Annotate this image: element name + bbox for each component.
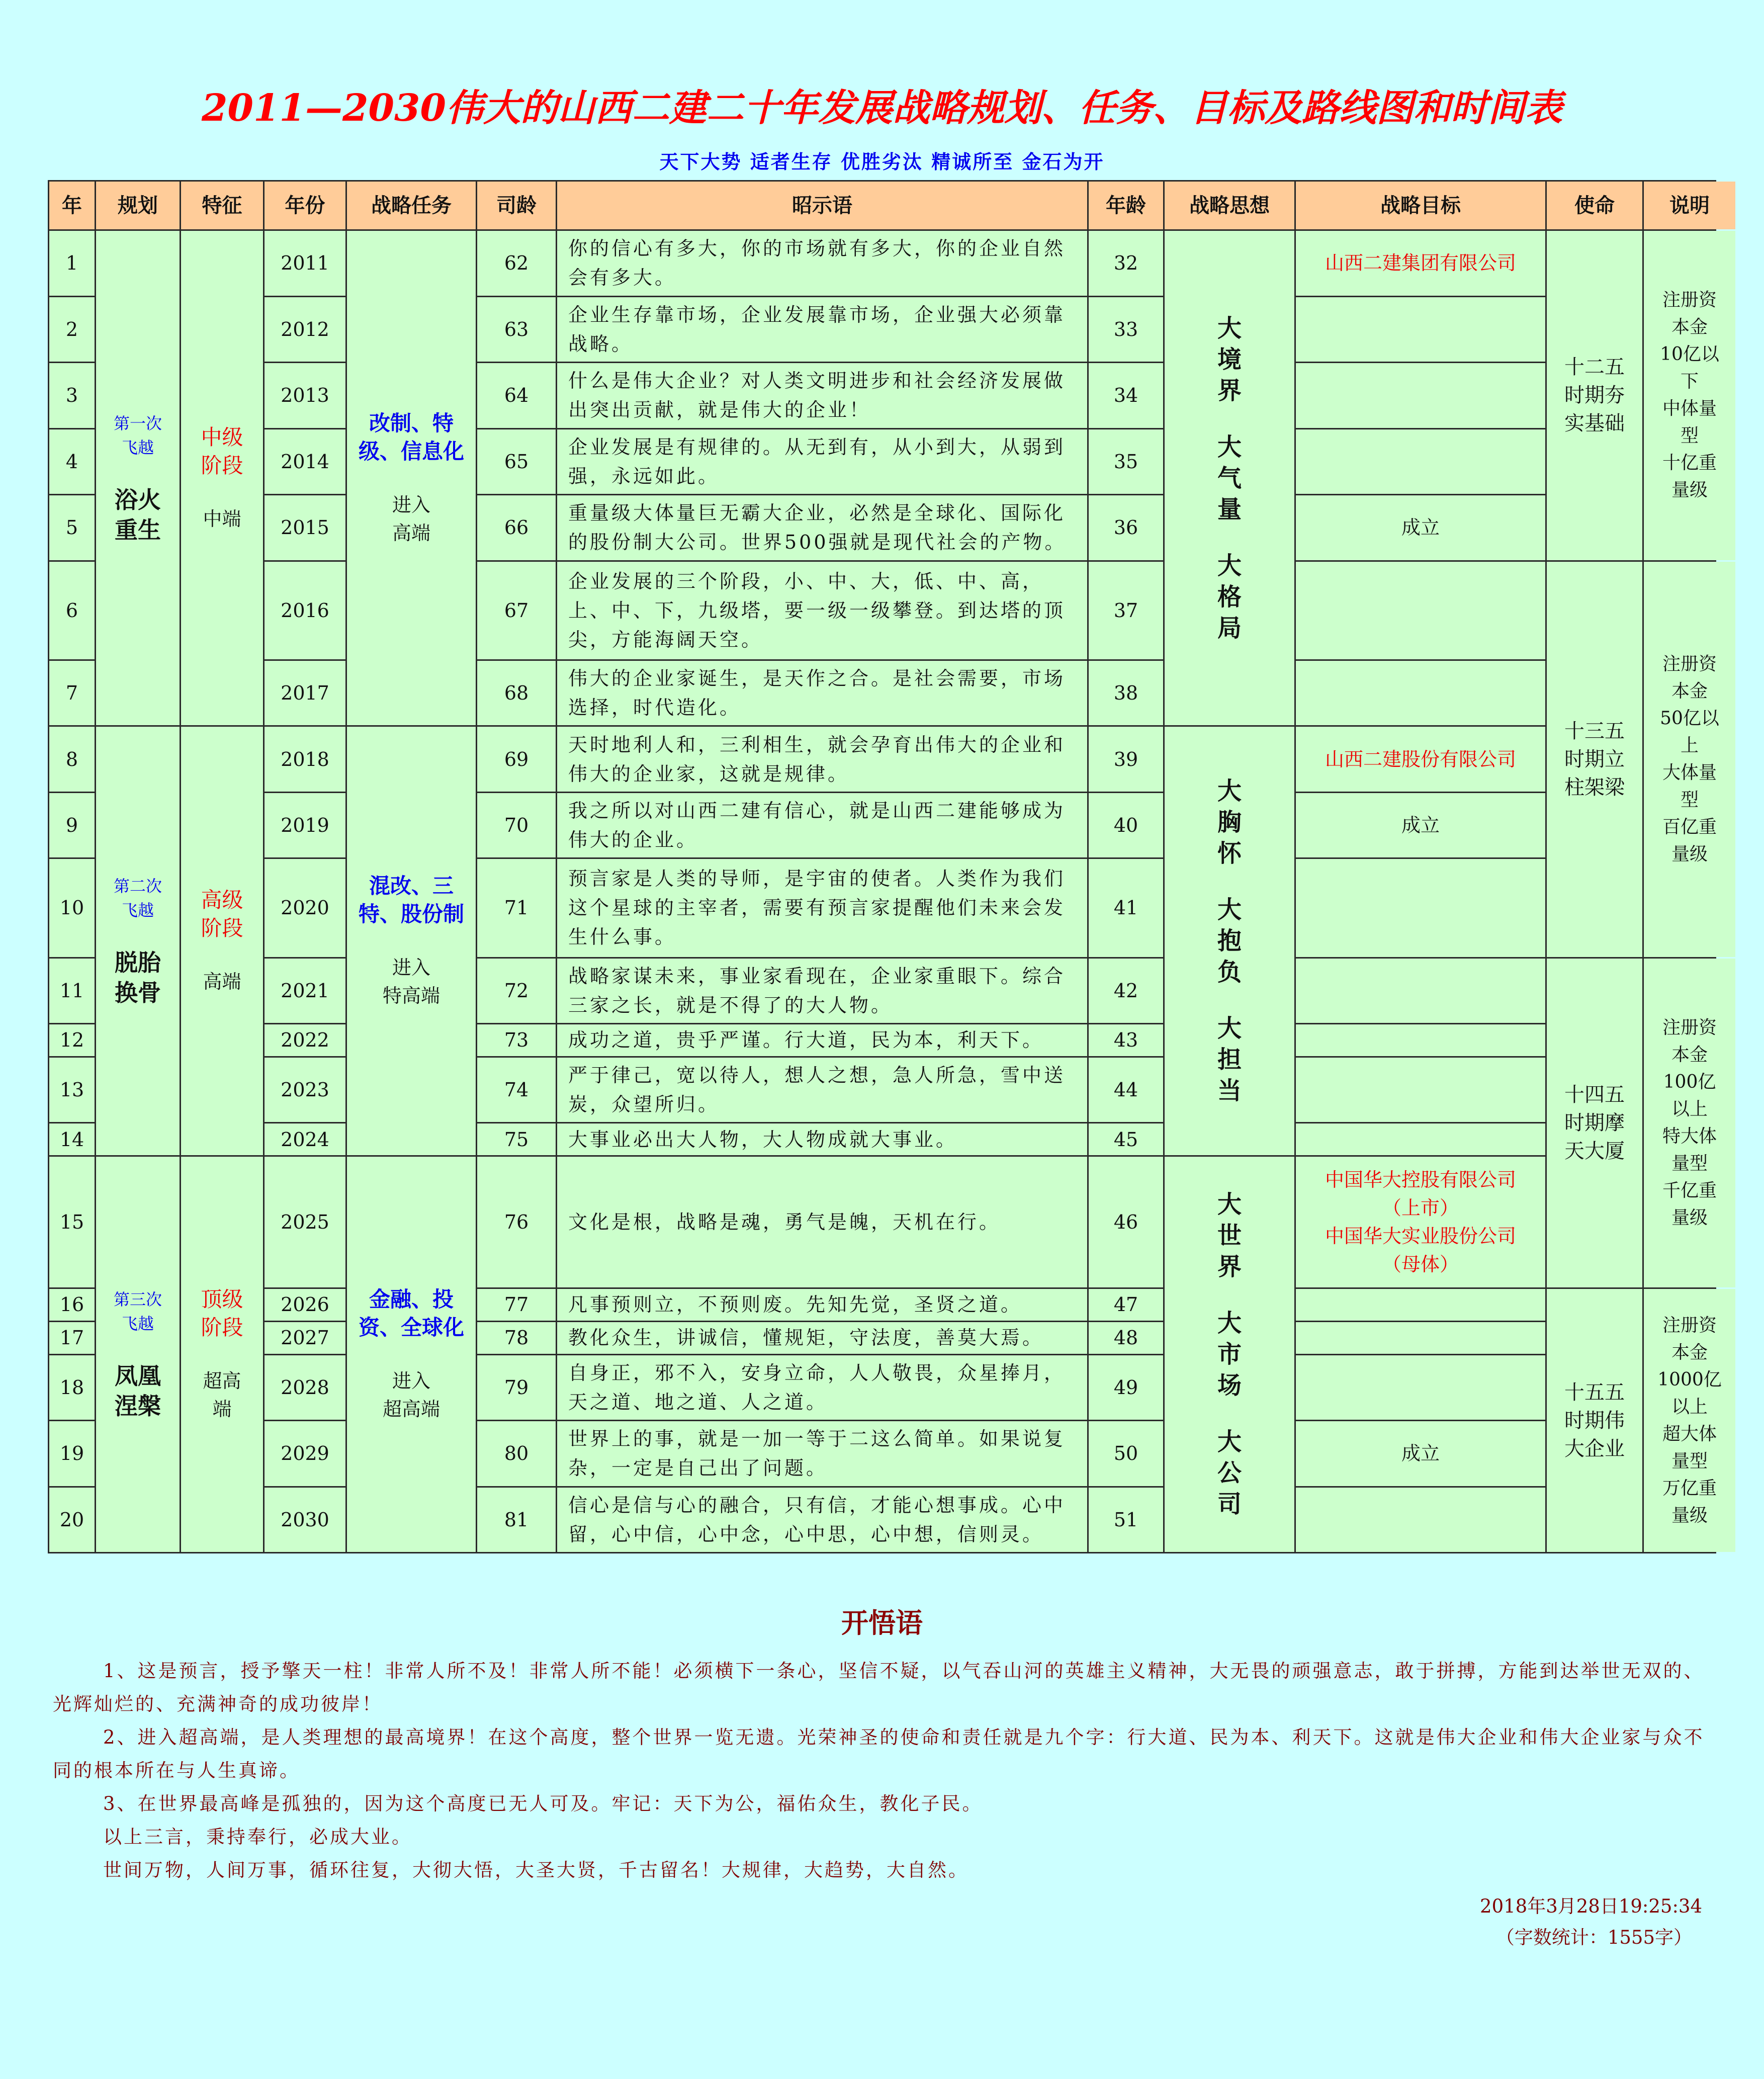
strategic-goal-cell — [1296, 562, 1545, 659]
company-age-cell: 66 — [477, 495, 556, 560]
row-number: 16 — [49, 1289, 95, 1321]
thought-phrase: 大格局 — [1217, 551, 1242, 642]
epilogue-body — [53, 1655, 1707, 1953]
note-cell-line: 大体量 — [1662, 762, 1717, 783]
note-cell-line: 上 — [1680, 735, 1699, 756]
column-header: 年份 — [264, 182, 345, 229]
age-cell: 40 — [1089, 793, 1163, 858]
year-cell: 2025 — [264, 1157, 345, 1287]
age-cell: 47 — [1089, 1289, 1163, 1321]
plan-cell — [96, 231, 180, 725]
task-label-line: 金融、投 — [369, 1287, 454, 1312]
mission-cell-line: 实基础 — [1564, 412, 1625, 436]
strategic-goal-cell-line: 成立 — [1401, 516, 1440, 539]
strategy-table — [48, 180, 1722, 1553]
mission-cell-line: 柱架梁 — [1564, 775, 1625, 799]
mission-cell — [1547, 231, 1642, 560]
plan-name-line: 涅槃 — [115, 1393, 161, 1420]
year-cell: 2012 — [264, 297, 345, 362]
thought-phrase: 大抱负 — [1217, 896, 1242, 987]
row-number: 6 — [49, 562, 95, 659]
task-goal-line: 特高端 — [382, 985, 440, 1007]
note-cell — [1644, 1289, 1735, 1552]
note-cell-line: 型 — [1680, 789, 1699, 810]
note-cell-line: 本金 — [1671, 1044, 1708, 1065]
age-cell: 43 — [1089, 1024, 1163, 1056]
age-cell: 36 — [1089, 495, 1163, 560]
motto-cell: 战略家谋未来，事业家看现在，企业家重眼下。综合三家之长，就是不得了的大人物。 — [557, 959, 1087, 1023]
task-goal-line: 进入 — [392, 957, 430, 979]
level-label — [203, 968, 241, 996]
note-cell-line: 100亿 — [1663, 1071, 1716, 1092]
plan-name — [115, 947, 161, 1008]
age-cell: 41 — [1089, 859, 1163, 957]
motto-cell: 企业发展是有规律的。从无到有，从小到大，从弱到强，永远如此。 — [557, 429, 1087, 494]
age-cell: 35 — [1089, 429, 1163, 494]
strategic-goal-cell — [1296, 1024, 1545, 1056]
year-cell: 2024 — [264, 1123, 345, 1155]
motto-cell: 信心是信与心的融合，只有信，才能心想事成。心中留，心中信，心中念，心中思，心中想，信则灵。 — [557, 1488, 1087, 1552]
mission-cell-line: 十四五 — [1564, 1083, 1625, 1106]
age-cell: 46 — [1089, 1157, 1163, 1287]
strategic-goal-cell — [1296, 1058, 1545, 1122]
note-cell-line: 量级 — [1671, 1505, 1708, 1526]
plan-label-line: 第二次 — [113, 877, 162, 896]
row-number: 4 — [49, 429, 95, 494]
note-cell-line: 注册资 — [1662, 290, 1717, 311]
company-age-cell: 71 — [477, 859, 556, 957]
strategic-goal-cell-line: （上市） — [1382, 1197, 1459, 1219]
motto-cell: 成功之道，贵乎严谨。行大道，民为本，利天下。 — [557, 1024, 1087, 1056]
age-cell: 48 — [1089, 1322, 1163, 1354]
plan-label-line: 飞越 — [121, 438, 154, 457]
row-number: 11 — [49, 959, 95, 1023]
stage-label-line: 顶级 — [201, 1287, 243, 1312]
company-age-cell: 70 — [477, 793, 556, 858]
stage-label — [201, 423, 243, 480]
motto-cell: 企业发展的三个阶段，小、中、大，低、中、高，上、中、下，九级塔，要一级一级攀登。到达塔的顶尖，方能海阔天空。 — [557, 562, 1087, 659]
level-label-line: 中端 — [203, 507, 241, 530]
age-cell: 51 — [1089, 1488, 1163, 1552]
epilogue-paragraph: 以上三言，秉持奉行，必成大业。 — [103, 1826, 412, 1848]
thought-phrase: 大境界 — [1217, 314, 1242, 405]
row-number: 7 — [49, 661, 95, 726]
plan-label-line: 第一次 — [113, 413, 162, 433]
level-label-line: 超高 — [203, 1370, 241, 1392]
mission-cell-line: 时期夯 — [1564, 384, 1625, 407]
motto-cell: 企业生存靠市场，企业发展靠市场，企业强大必须靠战略。 — [557, 297, 1087, 362]
note-cell-line: 量级 — [1671, 480, 1708, 501]
year-cell: 2026 — [264, 1289, 345, 1321]
year-cell: 2018 — [264, 727, 345, 792]
row-number: 18 — [49, 1355, 95, 1420]
plan-name-line: 重生 — [115, 516, 161, 544]
note-cell — [1644, 959, 1735, 1288]
note-cell — [1644, 231, 1735, 560]
row-number: 19 — [49, 1421, 95, 1486]
mission-cell-line: 时期立 — [1564, 747, 1625, 771]
company-age-cell: 76 — [477, 1157, 556, 1287]
company-age-cell: 64 — [477, 363, 556, 428]
note-cell-line: 超大体 — [1662, 1423, 1717, 1444]
mission-cell-line: 十二五 — [1564, 356, 1625, 379]
level-label-line: 端 — [212, 1398, 232, 1420]
strategic-goal-cell — [1296, 1123, 1545, 1155]
strategic-goal-cell — [1296, 661, 1545, 726]
motto-cell: 大事业必出大人物，大人物成就大事业。 — [557, 1123, 1087, 1155]
note-cell-line: 量级 — [1671, 1207, 1708, 1228]
strategic-goal-cell — [1296, 1322, 1545, 1354]
column-header: 使命 — [1547, 182, 1642, 229]
company-age-cell: 62 — [477, 231, 556, 296]
strategic-goal-cell — [1296, 959, 1545, 1023]
column-header: 战略目标 — [1296, 182, 1545, 229]
note-cell-line: 10亿以 — [1660, 344, 1719, 365]
company-age-cell: 80 — [477, 1421, 556, 1486]
row-number: 5 — [49, 495, 95, 560]
note-cell-line: 1000亿 — [1657, 1369, 1722, 1390]
note-cell-line: 十亿重 — [1662, 453, 1717, 474]
company-age-cell: 74 — [477, 1058, 556, 1122]
thought-phrase: 大市场 — [1217, 1309, 1242, 1400]
level-label — [203, 505, 241, 533]
mission-cell-line: 时期伟 — [1564, 1409, 1625, 1432]
motto-cell: 预言家是人类的导师，是宇宙的使者。人类作为我们这个星球的主宰者，需要有预言家提醒他们未来会发生什么事。 — [557, 859, 1087, 957]
strategic-goal-cell-line: 中国华大实业股份公司 — [1325, 1225, 1516, 1247]
plan-label — [114, 1287, 162, 1336]
note-cell-line: 型 — [1680, 425, 1699, 447]
age-cell: 37 — [1089, 562, 1163, 659]
task-label-line: 特、股份制 — [358, 902, 464, 927]
year-cell: 2020 — [264, 859, 345, 957]
strategic-goal-cell — [1296, 1488, 1545, 1552]
note-cell-line: 本金 — [1671, 680, 1708, 702]
strategic-goal-cell — [1296, 495, 1545, 560]
mission-cell — [1547, 562, 1642, 957]
year-cell: 2028 — [264, 1355, 345, 1420]
task-goal — [392, 491, 430, 547]
column-header: 战略任务 — [347, 182, 476, 229]
note-cell-line: 注册资 — [1662, 1017, 1717, 1038]
level-label — [203, 1367, 241, 1423]
thought-phrase: 大担当 — [1217, 1014, 1242, 1105]
note-cell-line: 百亿重 — [1662, 816, 1717, 837]
plan-label — [114, 874, 162, 922]
task-label-line: 改制、特 — [369, 410, 454, 436]
year-cell: 2022 — [264, 1024, 345, 1056]
stage-label-line: 高级 — [201, 888, 243, 913]
strategic-thought-cell — [1165, 1157, 1294, 1552]
epilogue-paragraph: 世间万物，人间万事，循环往复，大彻大悟，大圣大贤，千古留名！大规律，大趋势，大自然。 — [103, 1859, 969, 1881]
word-count: （字数统计：1555字） — [1495, 1927, 1692, 1948]
motto-cell: 你的信心有多大，你的市场就有多大，你的企业自然会有多大。 — [557, 231, 1087, 296]
mission-cell-line: 十三五 — [1564, 719, 1625, 743]
page-title: 2011—2030伟大的山西二建二十年发展战略规划、任务、目标及路线图和时间表 — [202, 86, 1562, 130]
strategic-thought-cell — [1165, 727, 1294, 1155]
year-cell: 2023 — [264, 1058, 345, 1122]
row-number: 20 — [49, 1488, 95, 1552]
row-number: 12 — [49, 1024, 95, 1056]
task-goal — [383, 954, 440, 1010]
mission-cell — [1547, 959, 1642, 1288]
year-cell: 2021 — [264, 959, 345, 1023]
epilogue-paragraph: 2、进入超高端，是人类理想的最高境界！在这个高度，整个世界一览无遗。光荣神圣的使命和责任就是九个字：行大道、民为本、利天下。这就是伟大企业和伟大企业家与众不同的根本所在与人生真谛。 — [53, 1726, 1705, 1781]
thought-phrase: 大世界 — [1217, 1190, 1242, 1281]
motto-cell: 严于律己，宽以待人，想人之想，急人所急，雪中送炭，众望所归。 — [557, 1058, 1087, 1122]
motto-cell: 凡事预则立，不预则废。先知先觉，圣贤之道。 — [557, 1289, 1087, 1321]
company-age-cell: 68 — [477, 661, 556, 726]
note-cell-line: 本金 — [1671, 317, 1708, 338]
stage-label-line: 阶段 — [201, 453, 243, 478]
company-age-cell: 81 — [477, 1488, 556, 1552]
epilogue-title: 开悟语 — [841, 1607, 923, 1639]
row-number: 14 — [49, 1123, 95, 1155]
plan-name-line: 浴火 — [115, 486, 161, 513]
row-number: 10 — [49, 859, 95, 957]
year-cell: 2029 — [264, 1421, 345, 1486]
note-cell-line: 中体量 — [1662, 398, 1717, 419]
column-header: 说明 — [1644, 182, 1735, 229]
feature-cell — [181, 1157, 263, 1552]
task-goal-line: 高端 — [392, 522, 430, 544]
mission-cell-line: 时期摩 — [1564, 1111, 1625, 1135]
plan-name — [115, 1361, 161, 1421]
strategic-goal-cell-line: 成立 — [1401, 1442, 1440, 1465]
stage-label — [201, 886, 243, 942]
task-label-line: 级、信息化 — [358, 439, 464, 464]
column-header: 昭示语 — [557, 182, 1087, 229]
strategic-goal-cell — [1296, 1157, 1545, 1287]
age-cell: 45 — [1089, 1123, 1163, 1155]
note-cell-line: 量型 — [1671, 1153, 1708, 1174]
year-cell: 2017 — [264, 661, 345, 726]
strategic-goal-cell — [1296, 363, 1545, 428]
plan-name — [115, 485, 161, 545]
year-cell: 2019 — [264, 793, 345, 858]
motto-cell: 自身正，邪不入，安身立命，人人敬畏，众星捧月，天之道、地之道、人之道。 — [557, 1355, 1087, 1420]
year-cell: 2016 — [264, 562, 345, 659]
year-cell: 2027 — [264, 1322, 345, 1354]
row-number: 3 — [49, 363, 95, 428]
strategic-thought-cell — [1165, 231, 1294, 725]
note-cell — [1644, 562, 1735, 957]
motto-cell: 我之所以对山西二建有信心，就是山西二建能够成为伟大的企业。 — [557, 793, 1087, 858]
task-label-line: 混改、三 — [369, 874, 454, 899]
age-cell: 32 — [1089, 231, 1163, 296]
age-cell: 49 — [1089, 1355, 1163, 1420]
strategic-goal-cell — [1296, 1421, 1545, 1486]
company-age-cell: 78 — [477, 1322, 556, 1354]
motto-cell: 重量级大体量巨无霸大企业，必然是全球化、国际化的股份制大公司。世界500强就是现代社会的产物。 — [557, 495, 1087, 560]
mission-cell-line: 天大厦 — [1564, 1139, 1625, 1163]
note-cell-line: 以上 — [1671, 1396, 1708, 1417]
company-age-cell: 72 — [477, 959, 556, 1023]
note-cell-line: 千亿重 — [1662, 1180, 1717, 1201]
company-age-cell: 77 — [477, 1289, 556, 1321]
stage-label — [201, 1285, 243, 1342]
strategic-goal-cell — [1296, 793, 1545, 858]
note-cell-line: 量级 — [1671, 843, 1708, 864]
company-age-cell: 65 — [477, 429, 556, 494]
note-cell-line: 以上 — [1671, 1098, 1708, 1119]
age-cell: 33 — [1089, 297, 1163, 362]
mission-cell-line: 十五五 — [1564, 1380, 1625, 1404]
task-goal-line: 超高端 — [382, 1398, 440, 1420]
motto-cell: 什么是伟大企业？对人类文明进步和社会经济发展做出突出贡献，就是伟大的企业！ — [557, 363, 1087, 428]
epilogue-paragraph: 3、在世界最高峰是孤独的，因为这个高度已无人可及。牢记：天下为公，福佑众生，教化子民。 — [103, 1793, 983, 1814]
row-number: 1 — [49, 231, 95, 296]
strategic-task-cell — [347, 231, 476, 725]
feature-cell — [181, 231, 263, 725]
level-label-line: 高端 — [203, 971, 241, 993]
strategic-goal-cell-line: 山西二建股份有限公司 — [1325, 748, 1516, 770]
company-age-cell: 67 — [477, 562, 556, 659]
note-cell-line: 下 — [1680, 371, 1699, 392]
strategic-goal-cell — [1296, 297, 1545, 362]
strategic-goal-cell — [1296, 429, 1545, 494]
age-cell: 44 — [1089, 1058, 1163, 1122]
plan-name-line: 换骨 — [115, 979, 161, 1007]
plan-label-line: 第三次 — [113, 1290, 162, 1309]
mission-cell-line: 大企业 — [1564, 1437, 1625, 1460]
column-header: 战略思想 — [1165, 182, 1294, 229]
epilogue-paragraph: 1、这是预言，授予擎天一柱！非常人所不及！非常人所不能！必须横下一条心，坚信不疑，以气吞山河的英雄主义精神，大无畏的顽强意志，敢于拼搏，方能到达举世无双的、光辉灿烂的、充满神奇的成功彼岸！ — [53, 1660, 1705, 1715]
year-cell: 2030 — [264, 1488, 345, 1552]
strategic-goal-cell-line: 中国华大控股有限公司 — [1325, 1169, 1516, 1191]
motto-cell: 伟大的企业家诞生，是天作之合。是社会需要，市场选择，时代造化。 — [557, 661, 1087, 726]
strategic-goal-cell-line: 山西二建集团有限公司 — [1325, 252, 1516, 275]
strategic-goal-cell — [1296, 1355, 1545, 1420]
year-cell: 2013 — [264, 363, 345, 428]
strategic-goal-cell — [1296, 231, 1545, 296]
company-age-cell: 73 — [477, 1024, 556, 1056]
plan-label-line: 飞越 — [121, 1314, 154, 1333]
year-cell: 2015 — [264, 495, 345, 560]
task-label — [359, 872, 464, 928]
row-number: 15 — [49, 1157, 95, 1287]
row-number: 9 — [49, 793, 95, 858]
stage-label-line: 中级 — [201, 424, 243, 450]
year-cell: 2011 — [264, 231, 345, 296]
row-number: 17 — [49, 1322, 95, 1354]
column-header: 年龄 — [1089, 182, 1163, 229]
strategic-task-cell — [347, 1157, 476, 1552]
task-goal-line: 进入 — [392, 1370, 430, 1392]
plan-name-line: 凤凰 — [115, 1362, 161, 1390]
company-age-cell: 69 — [477, 727, 556, 792]
note-cell-line: 万亿重 — [1662, 1478, 1717, 1499]
motto-cell: 天时地利人和，三利相生，就会孕育出伟大的企业和伟大的企业家，这就是规律。 — [557, 727, 1087, 792]
note-cell-line: 50亿以 — [1660, 708, 1719, 729]
note-cell-line: 注册资 — [1662, 1315, 1717, 1336]
row-number: 13 — [49, 1058, 95, 1122]
motto-cell: 文化是根，战略是魂，勇气是魄，天机在行。 — [557, 1157, 1087, 1287]
year-cell: 2014 — [264, 429, 345, 494]
strategic-goal-cell — [1296, 727, 1545, 792]
thought-phrase: 大气量 — [1217, 432, 1242, 524]
task-label — [359, 1285, 464, 1342]
age-cell: 38 — [1089, 661, 1163, 726]
row-number: 8 — [49, 727, 95, 792]
plan-cell — [96, 1157, 180, 1552]
row-number: 2 — [49, 297, 95, 362]
task-goal — [383, 1367, 440, 1423]
note-cell-line: 特大体 — [1662, 1125, 1717, 1147]
plan-label-line: 飞越 — [121, 901, 154, 920]
note-cell-line: 本金 — [1671, 1342, 1708, 1363]
company-age-cell: 63 — [477, 297, 556, 362]
strategic-goal-cell — [1296, 859, 1545, 957]
plan-cell — [96, 727, 180, 1155]
date-stamp: 2018年3月28日19:25:34 — [1480, 1895, 1702, 1917]
column-header: 年 — [49, 182, 95, 229]
stage-label-line: 阶段 — [201, 1315, 243, 1340]
feature-cell — [181, 727, 263, 1155]
age-cell: 50 — [1089, 1421, 1163, 1486]
stage-label-line: 阶段 — [201, 916, 243, 941]
plan-name-line: 脱胎 — [115, 949, 161, 977]
column-header: 司龄 — [477, 182, 556, 229]
strategic-task-cell — [347, 727, 476, 1155]
motto-cell: 世界上的事，就是一加一等于二这么简单。如果说复杂，一定是自己出了问题。 — [557, 1421, 1087, 1486]
age-cell: 34 — [1089, 363, 1163, 428]
task-label-line: 资、全球化 — [358, 1315, 464, 1340]
strategic-goal-cell-line: 成立 — [1401, 814, 1440, 836]
thought-phrase: 大胸怀 — [1217, 777, 1242, 868]
company-age-cell: 75 — [477, 1123, 556, 1155]
column-header: 规划 — [96, 182, 180, 229]
strategic-goal-cell — [1296, 1289, 1545, 1321]
age-cell: 39 — [1089, 727, 1163, 792]
age-cell: 42 — [1089, 959, 1163, 1023]
plan-label — [114, 411, 162, 460]
column-header: 特征 — [181, 182, 263, 229]
motto-cell: 教化众生，讲诚信，懂规矩，守法度，善莫大焉。 — [557, 1322, 1087, 1354]
task-label — [359, 409, 464, 466]
mission-cell — [1547, 1289, 1642, 1552]
note-cell-line: 注册资 — [1662, 653, 1717, 674]
company-age-cell: 79 — [477, 1355, 556, 1420]
task-goal-line: 进入 — [392, 493, 430, 516]
strategic-goal-cell-line: （母体） — [1382, 1253, 1459, 1275]
page-subtitle: 天下大势 适者生存 优胜劣汰 精诚所至 金石为开 — [659, 150, 1105, 173]
thought-phrase: 大公司 — [1217, 1428, 1242, 1518]
note-cell-line: 量型 — [1671, 1450, 1708, 1471]
